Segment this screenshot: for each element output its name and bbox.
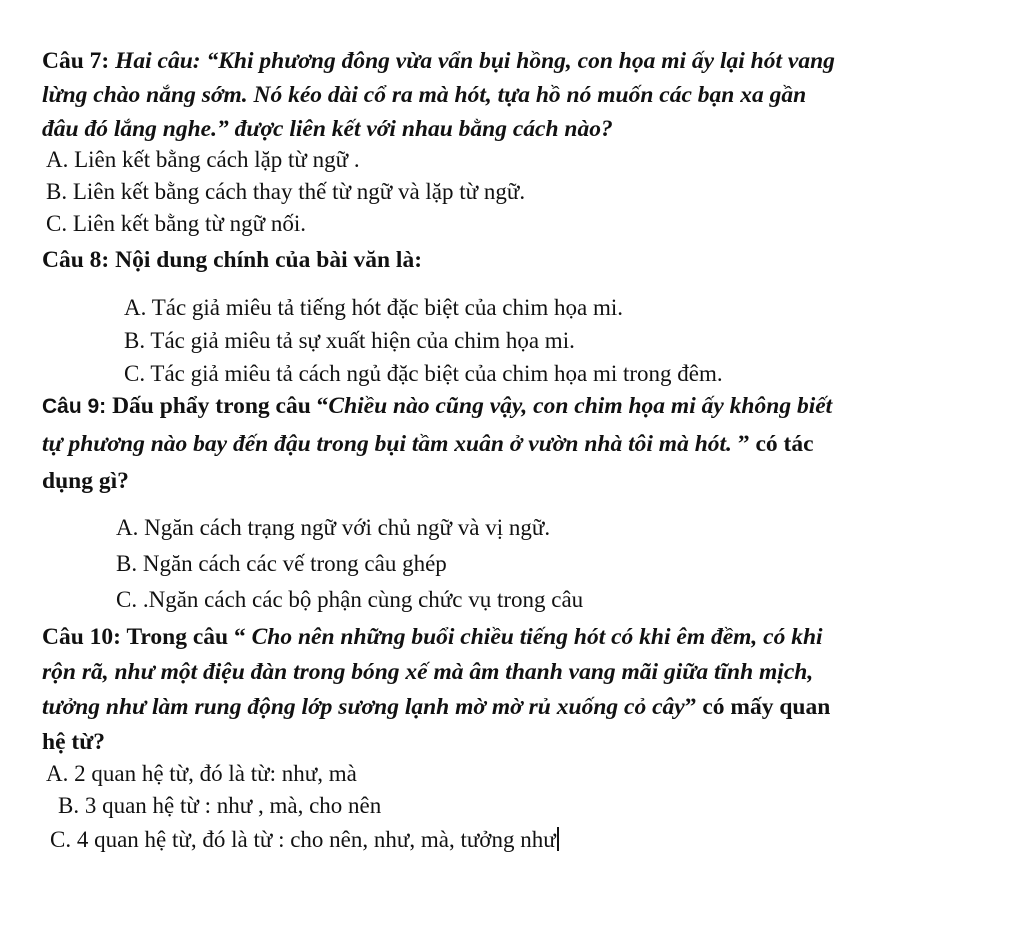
q8-stem xyxy=(42,245,422,275)
q9-option-a: A. Ngăn cách trạng ngữ với chủ ngữ và vị ngữ. xyxy=(116,515,551,540)
q8-stem-text: Nội dung chính của bài văn là: xyxy=(115,247,423,273)
q8-option-b: B. Tác giả miêu tả sự xuất hiện của chim họa mi. xyxy=(124,328,575,353)
q9-stem-line-1 xyxy=(42,391,832,422)
q7-stem-line-3: đâu đó lắng nghe.” được liên kết với nhau bằng cách nào? xyxy=(42,116,613,142)
q10-option-b: B. 3 quan hệ từ : như , mà, cho nên xyxy=(58,793,382,818)
q9-option-b: B. Ngăn cách các vế trong câu ghép xyxy=(116,551,447,576)
q10-quote-1: Cho nên những buổi chiều tiếng hót có khi êm đềm, có khi xyxy=(251,624,823,650)
q7-stem-line-1 xyxy=(42,46,835,76)
q9-label: Câu 9: xyxy=(42,395,107,418)
q9-option-c: C. .Ngăn cách các bộ phận cùng chức vụ trong câu xyxy=(116,587,584,612)
q10-option-a: A. 2 quan hệ từ, đó là từ: như, mà xyxy=(46,761,357,786)
q10-label: Câu 10: xyxy=(42,624,121,650)
q8-option-c: C. Tác giả miêu tả cách ngủ đặc biệt của chim họa mi trong đêm. xyxy=(124,361,723,386)
q9-stem-line-2 xyxy=(42,429,814,459)
q7-option-b: B. Liên kết bằng cách thay thế từ ngữ và lặp từ ngữ. xyxy=(46,179,526,204)
q7-option-c: C. Liên kết bằng từ ngữ nối. xyxy=(46,211,307,236)
q9-quote-1: Chiều nào cũng vậy, con chim họa mi ấy không biết xyxy=(328,393,833,419)
q10-stem-line-3 xyxy=(42,692,830,722)
q10-quote-2: rộn rã, như một điệu đàn trong bóng xế mà âm thanh vang mãi giữa tĩnh mịch, xyxy=(42,659,814,685)
q10-stem-line-4: hệ từ? xyxy=(42,729,106,755)
q8-label: Câu 8: xyxy=(42,247,110,273)
q7-stem-line-2: lừng chào nắng sớm. Nó kéo dài cổ ra mà hót, tựa hồ nó muốn các bạn xa gần xyxy=(42,82,807,108)
q10-stem-text-b: ” có mấy quan xyxy=(684,694,831,720)
q10-quote-3: tưởng như làm rung động lớp sương lạnh mờ mờ rủ xuống cỏ cây xyxy=(42,694,685,720)
q10-stem-line-1 xyxy=(42,622,823,652)
q9-quote-2: tự phương nào bay đến đậu trong bụi tầm xuân ở vườn nhà tôi mà hót. xyxy=(42,431,732,457)
q10-stem-text-a: Trong câu “ xyxy=(126,624,252,650)
q9-stem-text-b: ” có tác xyxy=(731,431,814,457)
q7-label: Câu 7: xyxy=(42,48,110,74)
text-cursor xyxy=(557,827,559,851)
q9-stem-text-a: Dấu phẩy trong câu “ xyxy=(112,393,329,419)
q7-option-a: A. Liên kết bằng cách lặp từ ngữ . xyxy=(46,147,360,172)
q10-option-c xyxy=(50,825,559,855)
q9-stem-line-3: dụng gì? xyxy=(42,468,129,494)
q7-stem-text-1: Hai câu: “Khi phương đông vừa vẩn bụi hồng, con họa mi ấy lại hót vang xyxy=(115,48,835,74)
q8-option-a: A. Tác giả miêu tả tiếng hót đặc biệt của chim họa mi. xyxy=(124,295,624,320)
q10-option-c-text: C. 4 quan hệ từ, đó là từ : cho nên, như, mà, tưởng như xyxy=(50,827,556,852)
